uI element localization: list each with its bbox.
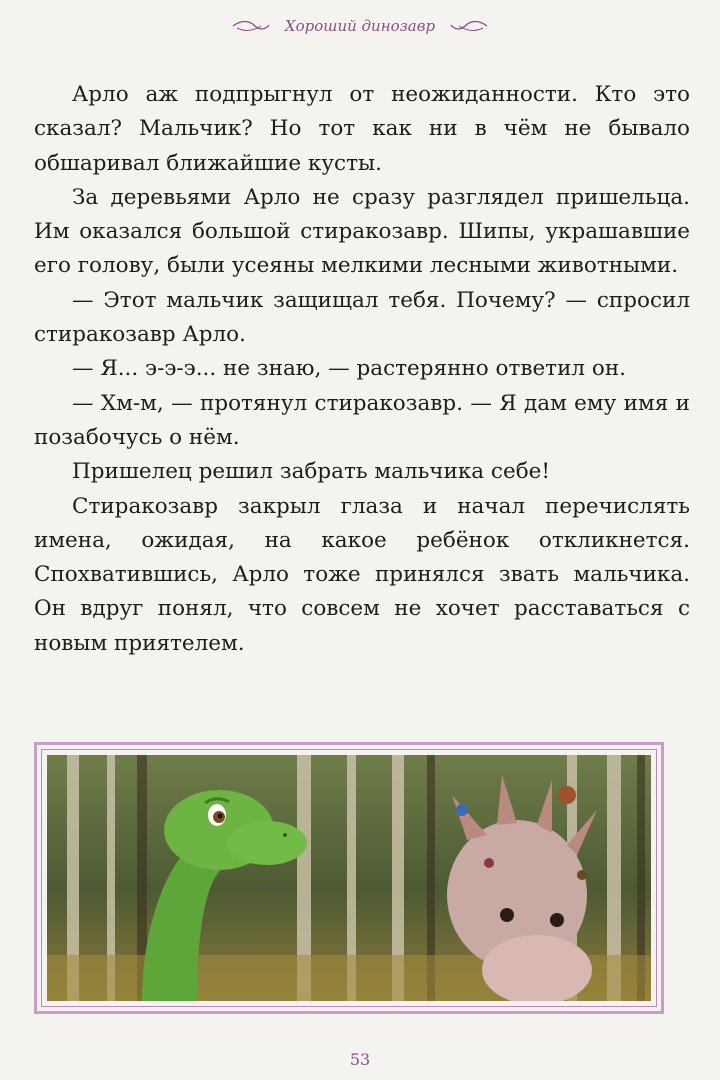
forest-dinosaurs-illustration xyxy=(47,755,651,1001)
paragraph: Стиракозавр закрыл глаза и начал перечислять имена, ожидая, на какое ребёнок откликнется. Спохватившись, Арло тоже принялся звать мальчика. Он вдруг понял, что совсем не хочет расставаться с новым приятелем. xyxy=(34,493,690,656)
page-number: 53 xyxy=(349,1050,371,1069)
paragraph: За деревьями Арло не сразу разглядел пришельца. Им оказался большой стиракозавр. Шипы, украшавшие его голову, были усеяны мелкими лесными животными. xyxy=(34,184,690,279)
illustration-frame xyxy=(34,742,664,1014)
running-head-title: Хороший динозавр xyxy=(284,17,436,35)
paragraph: — Хм-м, — протянул стиракозавр. — Я дам ему имя и позабочусь о нём. xyxy=(34,390,690,450)
paragraph: — Этот мальчик защищал тебя. Почему? — спросил стиракозавр Арло. xyxy=(34,287,690,348)
right-flourish-icon xyxy=(449,19,489,33)
paragraph: — Я... э-э-э... не знаю, — растерянно ответил он. xyxy=(72,356,627,382)
left-flourish-icon xyxy=(231,19,271,33)
paragraph: Арло аж подпрыгнул от неожиданности. Кто это сказал? Мальчик? Но тот как ни в чём не бывало обшаривал ближайшие кусты. xyxy=(34,82,690,176)
page-header xyxy=(0,8,720,44)
story-text xyxy=(34,78,690,661)
paragraph: Пришелец решил забрать мальчика себе! xyxy=(72,459,551,485)
